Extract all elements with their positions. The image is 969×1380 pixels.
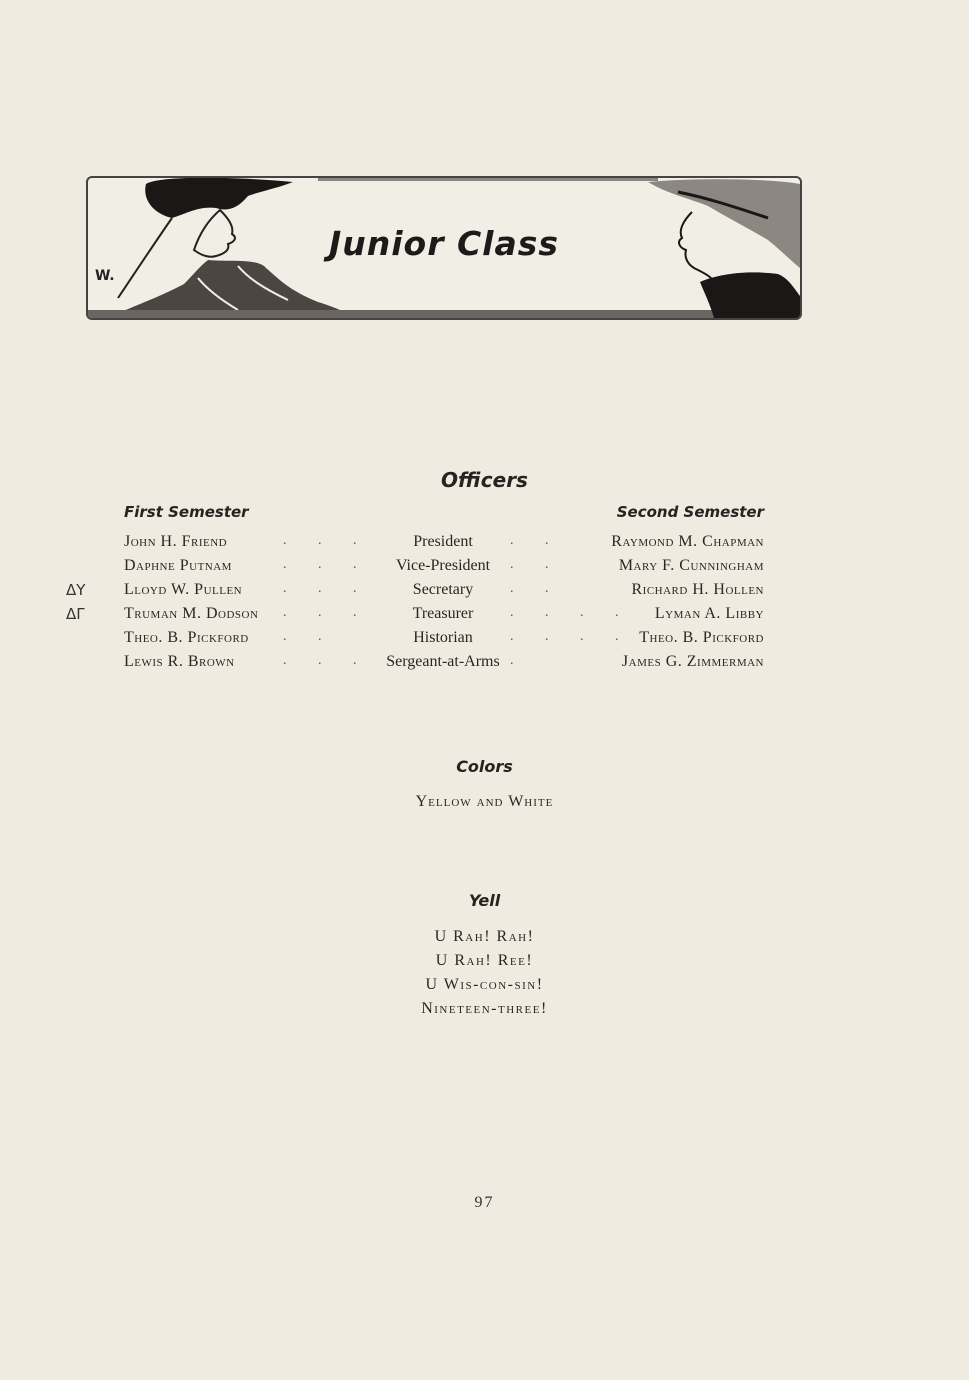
- office-title: Secretary: [412, 581, 474, 598]
- officer-row: [0, 629, 969, 653]
- officers-heading: Officers: [441, 468, 528, 492]
- first-semester-officer: John H. Friend: [124, 533, 228, 550]
- class-colors: Yellow and White: [415, 793, 554, 810]
- page-title: Junior Class: [328, 224, 560, 263]
- leader-dots: . . .: [283, 605, 371, 620]
- leader-dots: . .: [510, 533, 563, 548]
- second-semester-officer: Richard H. Hollen: [631, 581, 764, 598]
- first-semester-heading: First Semester: [124, 503, 249, 521]
- office-title: Vice-President: [395, 557, 491, 574]
- first-semester-officer: Theo. B. Pickford: [124, 629, 249, 646]
- office-title: Treasurer: [412, 605, 474, 622]
- officer-row: [0, 605, 969, 629]
- first-semester-officer: Lewis R. Brown: [124, 653, 235, 670]
- office-title: President: [413, 533, 473, 550]
- first-semester-officer: Lloyd W. Pullen: [124, 581, 243, 598]
- leader-dots: .: [510, 653, 528, 668]
- first-semester-officer: Daphne Putnam: [124, 557, 232, 574]
- leader-dots: . . .: [283, 581, 371, 596]
- yell-line: U Rah! Rah!: [434, 928, 535, 945]
- leader-dots: . .: [510, 557, 563, 572]
- margin-annotation: ΔΓ: [66, 605, 85, 623]
- second-semester-officer: Theo. B. Pickford: [639, 629, 764, 646]
- second-semester-officer: Lyman A. Libby: [654, 605, 764, 622]
- leader-dots: . . .: [283, 533, 371, 548]
- leader-dots: . . . .: [510, 605, 633, 620]
- second-semester-officer: Raymond M. Chapman: [611, 533, 764, 550]
- second-semester-officer: Mary F. Cunningham: [618, 557, 764, 574]
- first-semester-officer: Truman M. Dodson: [124, 605, 259, 622]
- office-title: Historian: [413, 629, 473, 646]
- colors-heading: Colors: [456, 757, 513, 776]
- page-number: 97: [474, 1194, 495, 1211]
- yell-line: U Rah! Ree!: [435, 952, 534, 969]
- officer-row: [0, 557, 969, 581]
- leader-dots: . . . .: [510, 629, 633, 644]
- officer-row: [0, 533, 969, 557]
- artist-signature: W.: [95, 268, 115, 284]
- yell-line: Nineteen-three!: [421, 1000, 548, 1017]
- officer-row: [0, 653, 969, 677]
- officer-row: [0, 581, 969, 605]
- second-semester-heading: Second Semester: [616, 503, 764, 521]
- yell-heading: Yell: [468, 891, 501, 910]
- yell-line: U Wis-con-sin!: [425, 976, 544, 993]
- leader-dots: . .: [283, 629, 336, 644]
- second-semester-officer: James G. Zimmerman: [621, 653, 764, 670]
- leader-dots: . . .: [283, 653, 371, 668]
- margin-annotation: ΔY: [66, 581, 86, 599]
- junior-class-banner: [86, 176, 802, 320]
- leader-dots: . . .: [283, 557, 371, 572]
- leader-dots: . .: [510, 581, 563, 596]
- office-title: Sergeant-at-Arms: [386, 653, 500, 670]
